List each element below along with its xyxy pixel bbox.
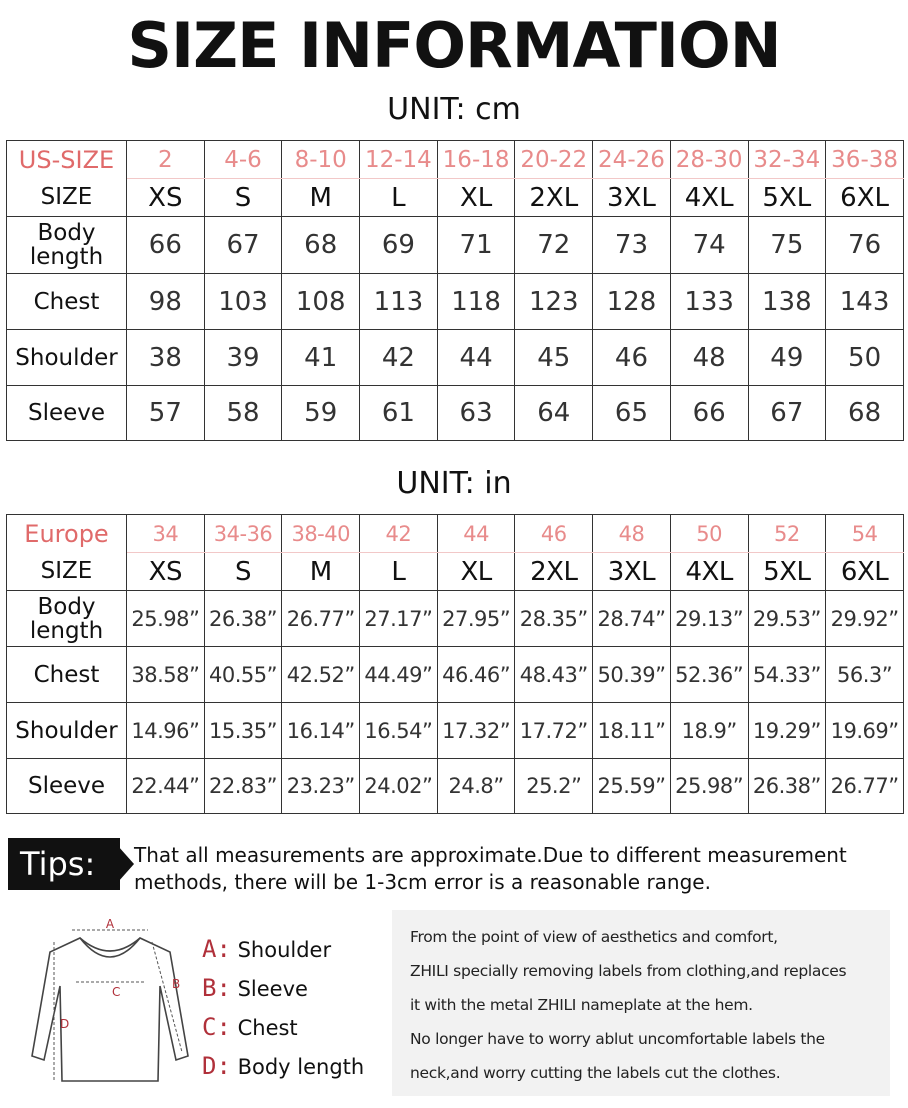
measurement-cell: 29.53” [748,591,826,647]
table-row [7,386,904,441]
measurement-cell: 69 [360,217,438,274]
measurement-cell: 73 [593,217,671,274]
tips-arrow-icon [118,846,134,882]
measurement-cell: 17.32” [437,703,515,759]
region-size-cell: 2 [127,141,205,179]
row-label: Sleeve [7,759,127,814]
size-cell: 3XL [593,179,671,217]
measurement-cell: 42 [360,330,438,386]
measurement-cell: 24.02” [360,759,438,814]
size-cell: M [282,553,360,591]
measurement-cell: 67 [748,386,826,441]
size-cell: 3XL [593,553,671,591]
measurement-cell: 27.95” [437,591,515,647]
measurement-cell: 50 [826,330,904,386]
measurement-cell: 56.3” [826,647,904,703]
region-size-cell: 20-22 [515,141,593,179]
size-cell: 4XL [670,553,748,591]
tips-text: That all measurements are approximate.Due to different measurement methods, there will be 1-3cm error is a reasonable range. [134,843,847,894]
measurement-cell: 52.36” [670,647,748,703]
unit-cm-label: UNIT: cm [387,92,521,127]
label-note-box [392,910,890,1096]
measurement-cell: 28.35” [515,591,593,647]
region-size-cell: 8-10 [282,141,360,179]
measurement-cell: 28.74” [593,591,671,647]
europe-size-label: Europe [7,515,127,553]
measurement-cell: 26.77” [282,591,360,647]
measurement-cell: 22.44” [127,759,205,814]
note-line: No longer have to worry ablut uncomfortable labels the [410,1030,825,1048]
region-size-cell: 24-26 [593,141,671,179]
size-cell: S [204,179,282,217]
row-label: Chest [7,647,127,703]
measurement-cell: 22.83” [204,759,282,814]
measurement-cell: 128 [593,274,671,330]
legend-item-chest: C: Chest [202,1013,298,1041]
region-size-cell: 32-34 [748,141,826,179]
size-cell: S [204,553,282,591]
measurement-cell: 133 [670,274,748,330]
table-row [7,330,904,386]
measurement-cell: 50.39” [593,647,671,703]
table-row [7,703,904,759]
size-cell: XL [437,553,515,591]
measurement-cell: 29.92” [826,591,904,647]
measurement-cell: 65 [593,386,671,441]
size-cell: 4XL [670,179,748,217]
unit-in-label: UNIT: in [396,466,512,501]
row-label: Chest [7,274,127,330]
measurement-cell: 76 [826,217,904,274]
region-size-cell: 28-30 [670,141,748,179]
region-size-cell: 42 [360,515,438,553]
table-row [7,274,904,330]
measurement-cell: 63 [437,386,515,441]
size-cell: 6XL [826,553,904,591]
measurement-cell: 54.33” [748,647,826,703]
measurement-cell: 25.98” [127,591,205,647]
size-cell: 5XL [748,179,826,217]
region-size-cell: 46 [515,515,593,553]
measurement-cell: 98 [127,274,205,330]
size-cell: L [360,553,438,591]
note-line: neck,and worry cutting the labels cut the clothes. [410,1064,781,1082]
shirt-diagram-icon [20,916,190,1088]
measurement-cell: 18.9” [670,703,748,759]
size-table-cm [6,140,904,441]
measurement-cell: 58 [204,386,282,441]
size-row [7,179,904,217]
measurement-cell: 68 [282,217,360,274]
measurement-cell: 45 [515,330,593,386]
measurement-cell: 113 [360,274,438,330]
measurement-cell: 17.72” [515,703,593,759]
measurement-cell: 15.35” [204,703,282,759]
measurement-cell: 67 [204,217,282,274]
measurement-cell: 19.29” [748,703,826,759]
row-label: Body length [7,217,127,274]
measurement-cell: 25.59” [593,759,671,814]
size-cell: 5XL [748,553,826,591]
size-cell: L [360,179,438,217]
us-size-row [7,141,904,179]
measurement-cell: 44.49” [360,647,438,703]
measurement-cell: 25.2” [515,759,593,814]
size-cell: XS [127,179,205,217]
measurement-cell: 29.13” [670,591,748,647]
measurement-cell: 23.23” [282,759,360,814]
measurement-cell: 46 [593,330,671,386]
note-line: From the point of view of aesthetics and comfort, [410,928,778,946]
measurement-cell: 16.14” [282,703,360,759]
measurement-cell: 16.54” [360,703,438,759]
measurement-cell: 40.55” [204,647,282,703]
size-cell: 2XL [515,553,593,591]
measurement-cell: 61 [360,386,438,441]
measurement-cell: 138 [748,274,826,330]
measurement-cell: 59 [282,386,360,441]
region-size-cell: 36-38 [826,141,904,179]
region-size-cell: 54 [826,515,904,553]
measurement-cell: 48 [670,330,748,386]
measurement-cell: 46.46” [437,647,515,703]
row-label: Sleeve [7,386,127,441]
size-cell: 2XL [515,179,593,217]
size-cell: XS [127,553,205,591]
measurement-cell: 49 [748,330,826,386]
measurement-cell: 25.98” [670,759,748,814]
region-size-cell: 44 [437,515,515,553]
table-row [7,591,904,647]
measurement-legend [202,930,364,1086]
us-size-label: US-SIZE [7,141,127,179]
measurement-cell: 19.69” [826,703,904,759]
measurement-cell: 64 [515,386,593,441]
measurement-cell: 118 [437,274,515,330]
measurement-cell: 26.38” [204,591,282,647]
note-line: it with the metal ZHILI nameplate at the hem. [410,996,753,1014]
measurement-cell: 108 [282,274,360,330]
measurement-cell: 75 [748,217,826,274]
row-label: Shoulder [7,703,127,759]
measurement-cell: 143 [826,274,904,330]
measurement-cell: 39 [204,330,282,386]
size-cell: XL [437,179,515,217]
size-cell: M [282,179,360,217]
marker-a: A [105,917,115,931]
row-label: Shoulder [7,330,127,386]
region-size-cell: 34 [127,515,205,553]
measurement-cell: 26.77” [826,759,904,814]
measurement-cell: 123 [515,274,593,330]
measurement-cell: 48.43” [515,647,593,703]
table-row [7,759,904,814]
measurement-cell: 38 [127,330,205,386]
size-cell: 6XL [826,179,904,217]
region-size-cell: 4-6 [204,141,282,179]
measurement-cell: 18.11” [593,703,671,759]
measurement-cell: 26.38” [748,759,826,814]
size-row [7,553,904,591]
legend-item-body-length: D: Body length [202,1052,365,1080]
marker-b: B [172,977,181,991]
row-label: Body length [7,591,127,647]
page-title: SIZE INFORMATION [127,9,781,82]
region-size-cell: 52 [748,515,826,553]
marker-d: D [60,1017,70,1031]
region-size-cell: 16-18 [437,141,515,179]
region-size-cell: 38-40 [282,515,360,553]
size-label: SIZE [7,553,127,591]
measurement-cell: 24.8” [437,759,515,814]
measurement-cell: 71 [437,217,515,274]
measurement-cell: 27.17” [360,591,438,647]
legend-item-shoulder: A: Shoulder [202,935,332,963]
marker-c: C [112,985,121,999]
measurement-cell: 66 [670,386,748,441]
measurement-cell: 44 [437,330,515,386]
measurement-cell: 14.96” [127,703,205,759]
table-row [7,217,904,274]
region-size-cell: 50 [670,515,748,553]
europe-size-row [7,515,904,553]
tips-badge: Tips: [8,838,120,890]
measurement-cell: 42.52” [282,647,360,703]
measurement-cell: 41 [282,330,360,386]
note-line: ZHILI specially removing labels from clothing,and replaces [410,962,847,980]
measurement-cell: 72 [515,217,593,274]
measurement-cell: 68 [826,386,904,441]
measurement-cell: 38.58” [127,647,205,703]
measurement-cell: 74 [670,217,748,274]
size-table-in [6,514,904,814]
region-size-cell: 34-36 [204,515,282,553]
table-row [7,647,904,703]
region-size-cell: 12-14 [360,141,438,179]
measurement-cell: 66 [127,217,205,274]
size-label: SIZE [7,179,127,217]
region-size-cell: 48 [593,515,671,553]
measurement-cell: 103 [204,274,282,330]
measurement-cell: 57 [127,386,205,441]
legend-item-sleeve: B: Sleeve [202,974,308,1002]
